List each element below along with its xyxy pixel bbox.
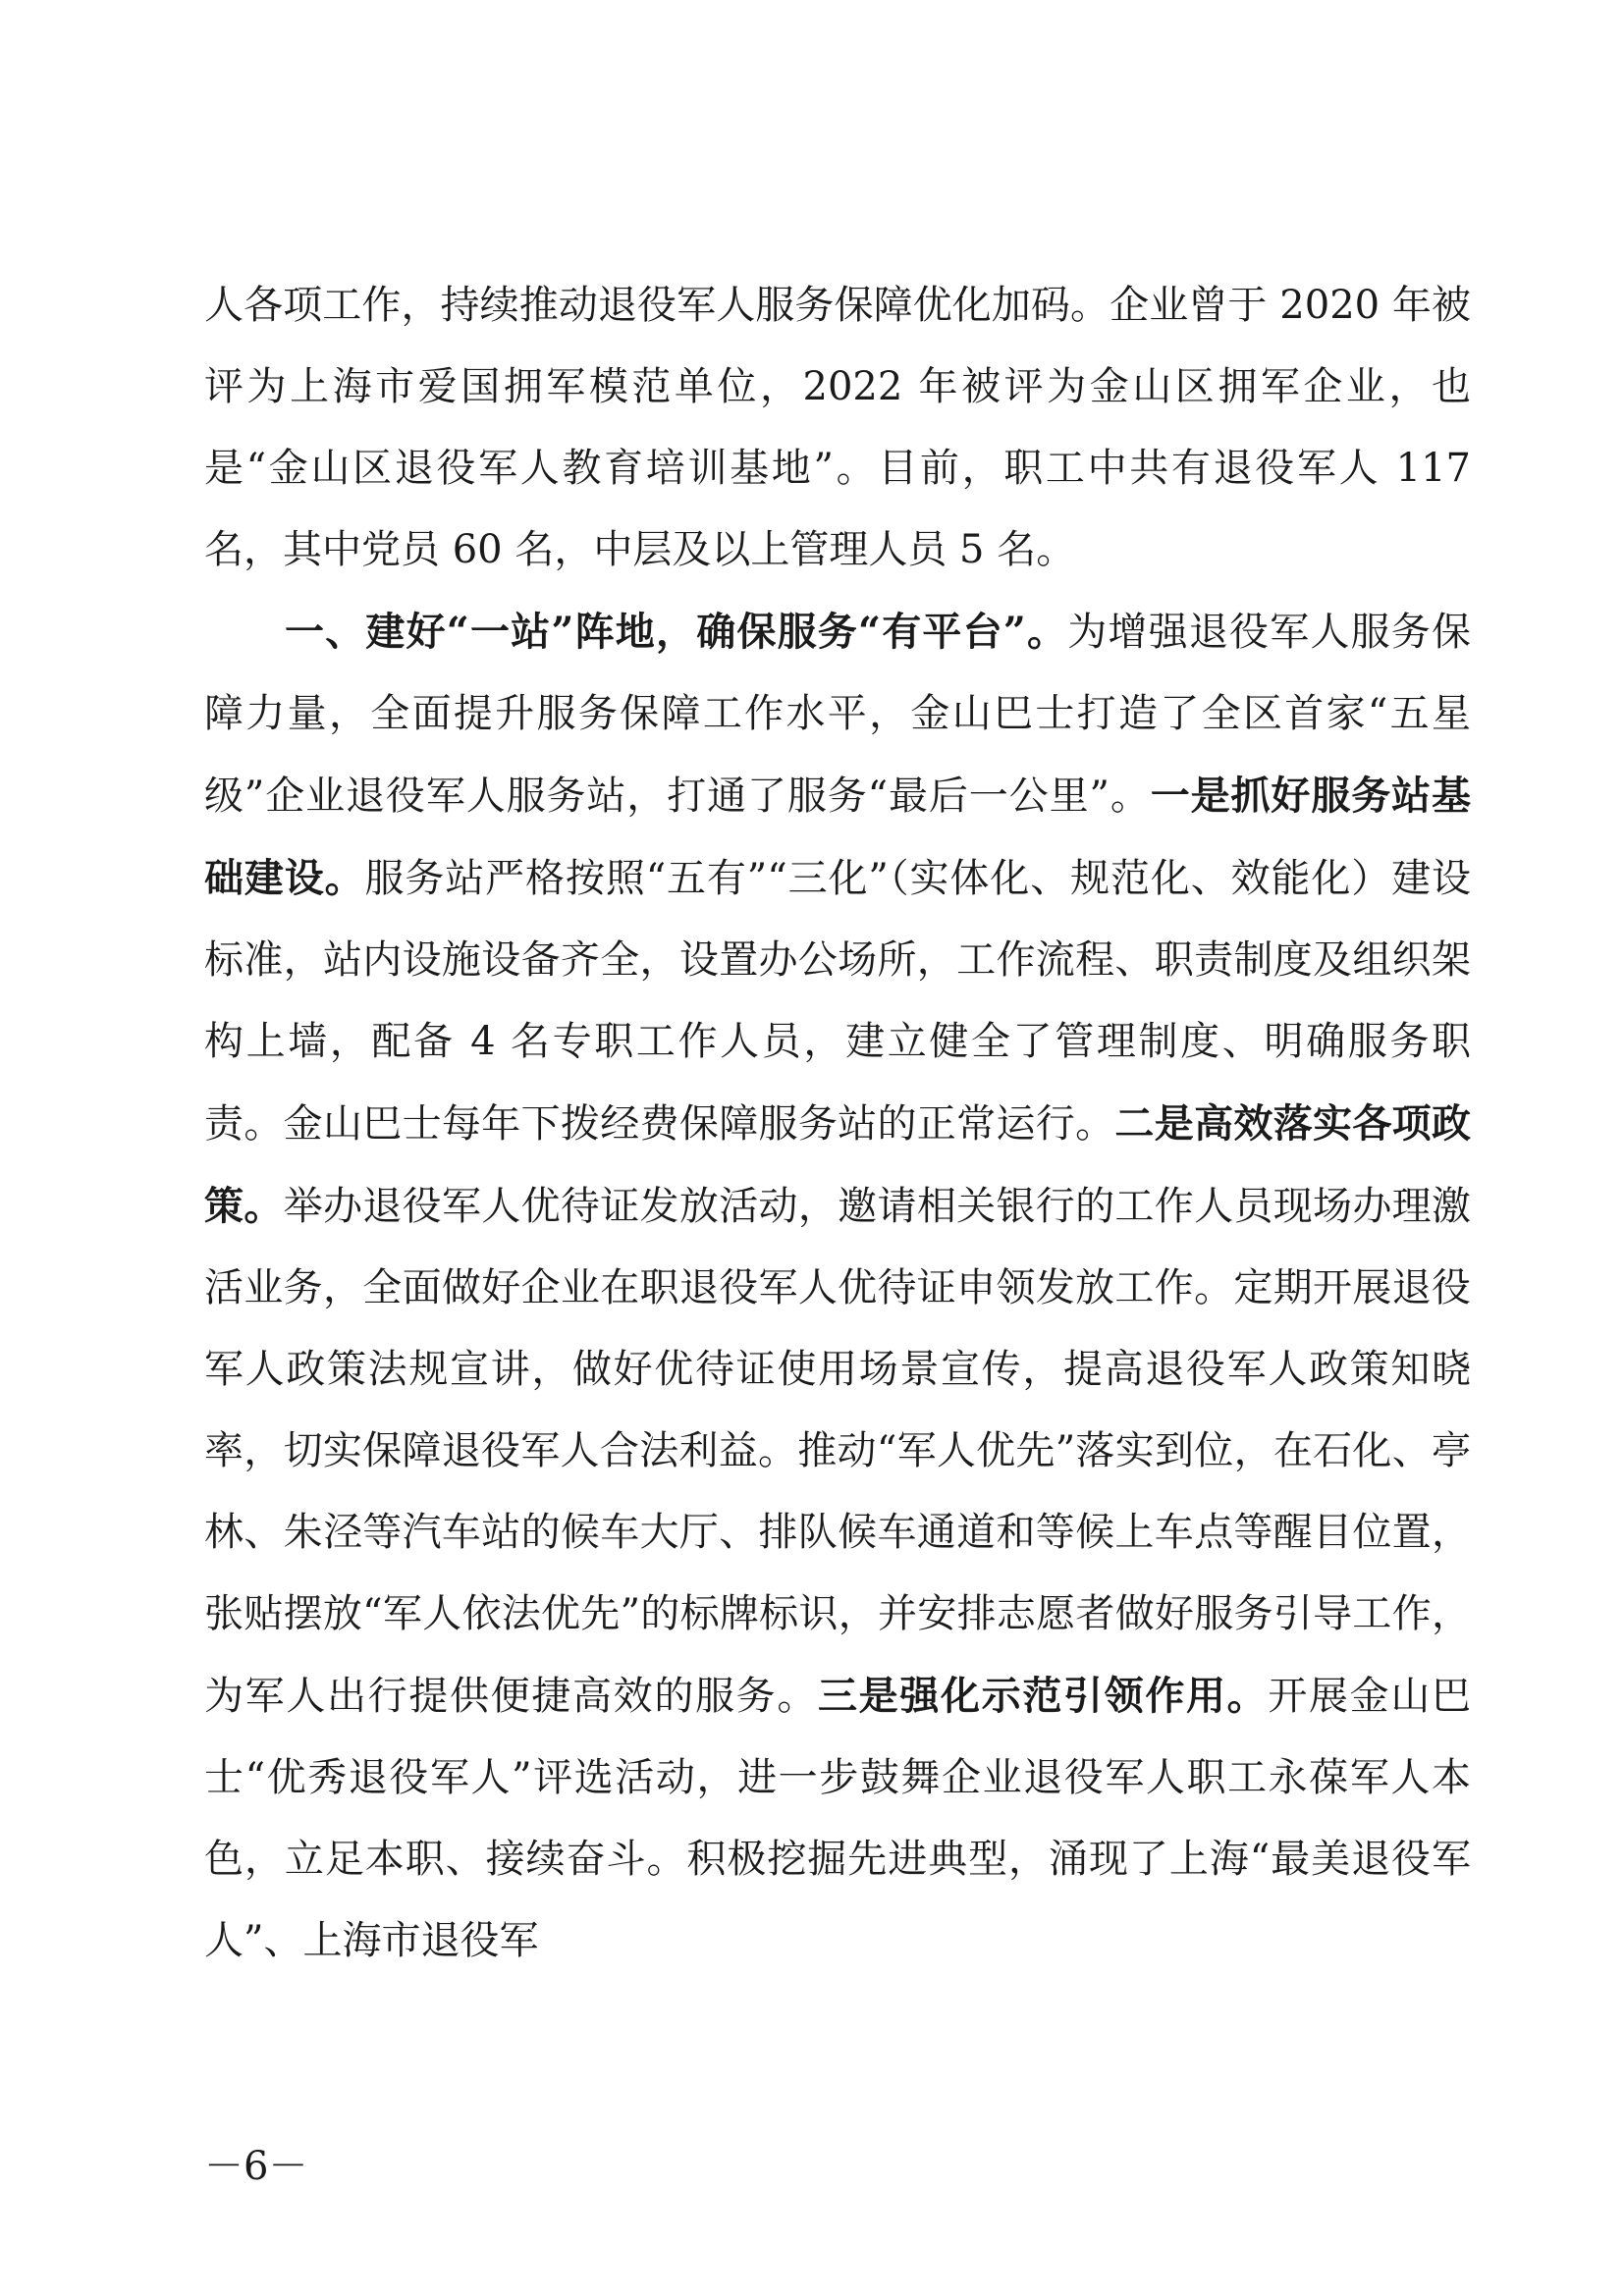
document-body bbox=[204, 265, 1471, 1982]
point-1-text: 服务站严格按照“五有”“三化”（实体化、规范化、效能化）建设标准，站内设施设备齐全，设置办公场所，工作流程、职责制度及组织架构上墙，配备 4 名专职工作人员，建立健全了管理制度、明确服务职责。金山巴士每年下拨经费保障服务站的正常运行。 bbox=[204, 856, 1472, 1147]
paragraph-intro: 人各项工作，持续推动退役军人服务保障优化加码。企业曾于 2020 年被评为上海市爱国拥军模范单位，2022 年被评为金山区拥军企业，也是“金山区退役军人教育培训基地”。目前，职工中共有退役军人 117 名，其中党员 60 名，中层及以上管理人员 5 名。 bbox=[204, 283, 1471, 572]
section-heading: 一、建好“一站”阵地，确保服务“有平台”。 bbox=[285, 609, 1068, 655]
point-2-text: 举办退役军人优待证发放活动，邀请相关银行的工作人员现场办理激活业务，全面做好企业在职退役军人优待证申领发放工作。定期开展退役军人政策法规宣讲，做好优待证使用场景宣传，提高退役军人政策知晓率，切实保障退役军人合法利益。推动“军人优先”落实到位，在石化、亭林、朱泾等汽车站的候车大厅、排队候车通道和等候上车点等醒目位置，张贴摆放“军人依法优先”的标牌标识，并安排志愿者做好服务引导工作，为军人出行提供便捷高效的服务。 bbox=[204, 1184, 1472, 1719]
point-3-title: 三是强化示范引领作用。 bbox=[818, 1673, 1269, 1719]
section-intro-text: 为增强退役军人服务保障力量，全面提升服务保障工作水平，金山巴士打造了全区首家“五星级”企业退役军人服务站，打通了服务“最后一公里”。 bbox=[204, 610, 1472, 819]
point-1-title: 一是抓好服务站基础建设。 bbox=[204, 773, 1471, 901]
paragraph-section-one bbox=[204, 591, 1471, 1982]
point-2-title: 二是高效落实各项政策。 bbox=[204, 1100, 1472, 1229]
page-number: －6－ bbox=[204, 2144, 308, 2189]
point-3-text: 开展金山巴士“优秀退役军人”评选活动，进一步鼓舞企业退役军人职工永葆军人本色，立足本职、接续奋斗。积极挖掘先进典型，涌现了上海“最美退役军人”、上海市退役军 bbox=[204, 1674, 1472, 1963]
